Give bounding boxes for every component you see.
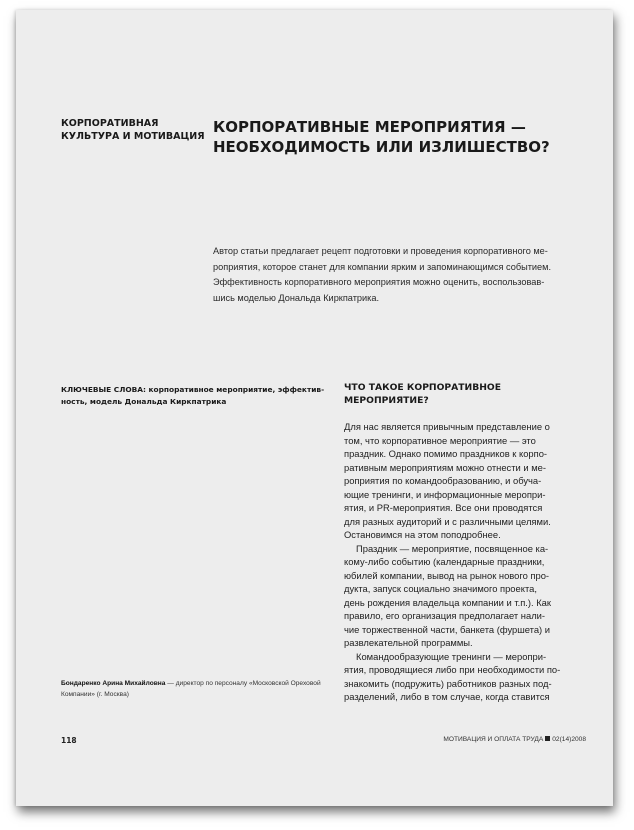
section-heading-line: ЧТО ТАКОЕ КОРПОРАТИВНОЕ	[344, 382, 502, 393]
body-line: том, что корпоративное мероприятие — это	[344, 434, 536, 446]
lead-line: Автор статьи предлагает рецепт подготовки и проведения корпоративного ме-	[213, 246, 548, 256]
article-title-line: КОРПОРАТИВНЫЕ МЕРОПРИЯТИЯ —	[213, 118, 526, 136]
body-line: день рождения владельца компании и т.п.). Как	[344, 596, 551, 608]
lead-line: Эффективность корпоративного мероприятия можно оценить, воспользовав-	[213, 277, 545, 287]
journal-page	[16, 10, 613, 806]
body-line: ющие тренинги, и информационные меропри-	[344, 488, 546, 500]
body-line: для разных аудиторий и с различными целями.	[344, 515, 551, 527]
article-title-line: НЕОБХОДИМОСТЬ ИЛИ ИЗЛИШЕСТВО?	[213, 138, 550, 156]
body-line: Праздник — мероприятие, посвященное ка-	[356, 542, 549, 554]
author-position: — директор по персоналу «Московской Ореховой	[165, 680, 321, 687]
section-label-line: КУЛЬТУРА И МОТИВАЦИЯ	[61, 131, 205, 142]
body-line: дукта, запуск социально значимого проекта,	[344, 583, 537, 594]
body-line: ятия, проводящиеся либо при необходимости по-	[344, 664, 561, 675]
body-line: ративным мероприятиям можно отнести и ме-	[344, 461, 547, 473]
body-line: праздник. Однако помимо праздников к корпо-	[344, 448, 548, 459]
body-line: Для нас является привычным представление о	[344, 421, 550, 432]
author-line	[61, 678, 341, 689]
body-line: юбилей компании, вывод на рынок нового про-	[344, 569, 550, 581]
journal-name: МОТИВАЦИЯ И ОПЛАТА ТРУДА	[443, 736, 544, 743]
body-line: роприятия по командообразованию, и обуча-	[344, 475, 542, 486]
keywords	[61, 384, 325, 407]
author-line: Компании» (г. Москва)	[61, 691, 129, 698]
body-line: правило, его организация предполагает нали-	[344, 610, 546, 621]
body-line: развлекательной программы.	[344, 637, 473, 648]
issue-number: 02(14)2008	[552, 736, 586, 743]
lead-line: шись моделью Дональда Киркпатрика.	[213, 292, 380, 303]
page-number: 118	[61, 736, 77, 745]
keywords-line: КЛЮЧЕВЫЕ СЛОВА: корпоративное мероприятие, эффектив-	[61, 385, 325, 394]
journal-footer	[443, 736, 586, 743]
section-label	[61, 117, 205, 143]
body-line: кому-либо событию (календарные праздники,	[344, 556, 545, 567]
square-bullet-icon	[545, 736, 550, 741]
author-info	[61, 678, 341, 700]
section-heading	[344, 382, 584, 407]
article-title	[213, 117, 573, 157]
lead-paragraph	[213, 244, 573, 306]
section-label-line: КОРПОРАТИВНАЯ	[61, 118, 159, 129]
lead-line: роприятия, которое станет для компании ярким и запоминающимся событием.	[213, 261, 552, 272]
body-text	[344, 420, 584, 704]
section-heading-line: МЕРОПРИЯТИЕ?	[344, 394, 429, 406]
author-name: Бондаренко Арина Михайловна	[61, 680, 166, 687]
body-line: Остановимся на этом поподробнее.	[344, 529, 501, 540]
body-line: Командообразующие тренинги — меропри-	[356, 650, 547, 662]
body-line: чие торжественной части, банкета (фуршета) и	[344, 623, 551, 635]
body-line: ятия, и PR-мероприятия. Все они проводятся	[344, 502, 543, 513]
body-line: знакомить (подружить) работников разных под-	[344, 677, 552, 689]
keywords-line: ность, модель Дональда Киркпатрика	[61, 396, 227, 406]
body-line: разделений, либо в том случае, когда ставится	[344, 691, 550, 702]
